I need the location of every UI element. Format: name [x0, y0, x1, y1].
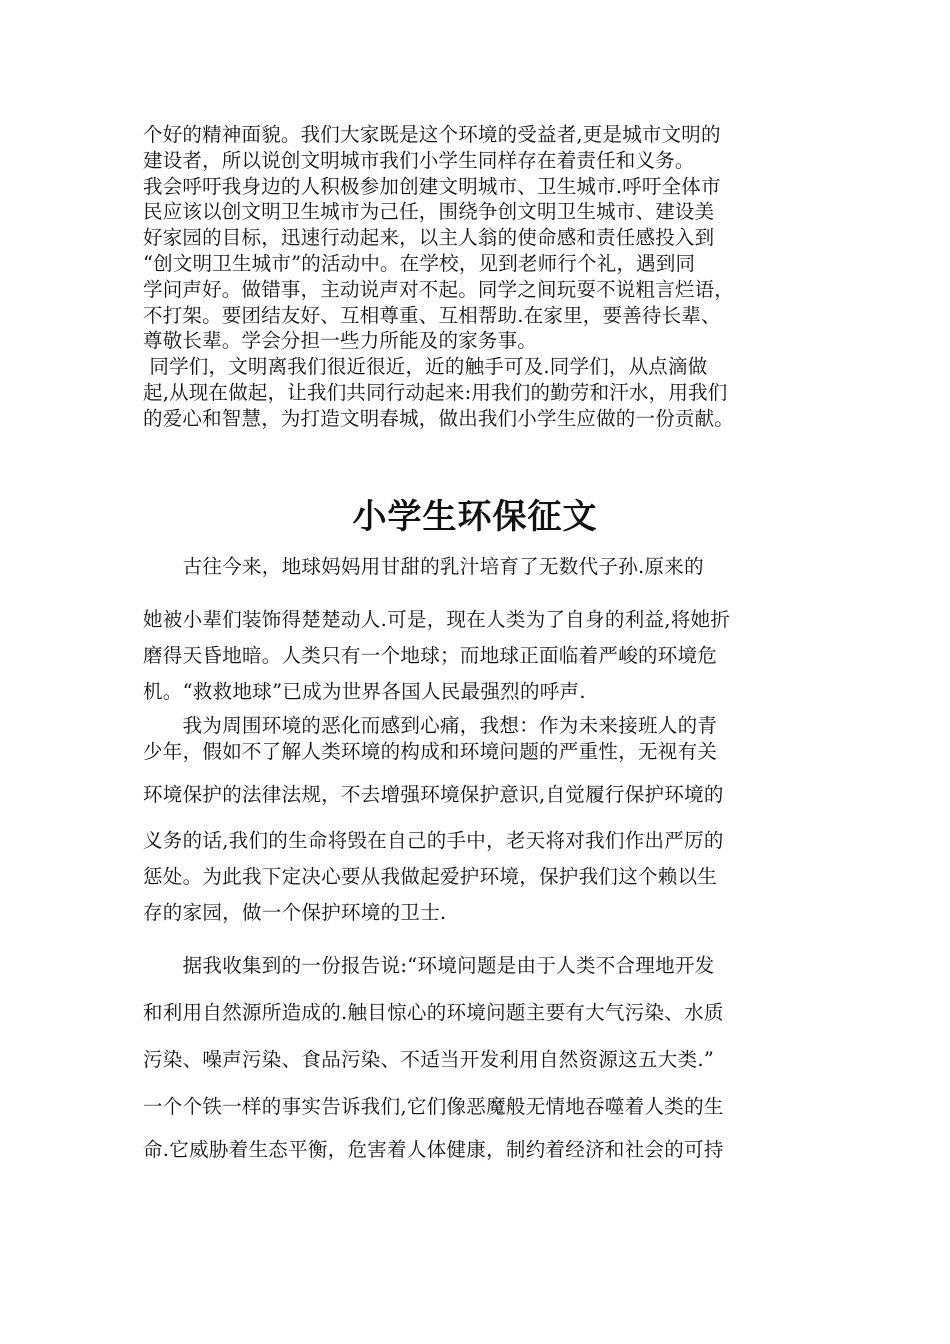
- text-line: 少年，假如不了解人类环境的构成和环境问题的严重性，无视有关: [143, 740, 718, 763]
- text-line: 据我收集到的一份报告说:“环境问题是由于人类不合理地开发: [143, 954, 715, 977]
- text-line: 一个个铁一样的事实告诉我们,它们像恶魔般无情地吞噬着人类的生: [143, 1095, 724, 1118]
- text-line: 我为周围环境的恶化而感到心痛，我想：作为未来接班人的青: [143, 714, 718, 737]
- text-line: 个好的精神面貌。我们大家既是这个环境的受益者,更是城市文明的: [143, 123, 721, 146]
- text-line: 命.它威胁着生态平衡，危害着人体健康，制约着经济和社会的可持: [143, 1138, 724, 1161]
- text-line: 义务的话,我们的生命将毁在自己的手中，老天将对我们作出严厉的: [143, 829, 724, 852]
- text-line: 和利用自然源所造成的.触目惊心的环境问题主要有大气污染、水质: [143, 1001, 724, 1024]
- text-line: 同学们，文明离我们很近很近，近的触手可及.同学们，从点滴做: [143, 355, 708, 379]
- text-line: 惩处。为此我下定决心要从我做起爱护环境，保护我们这个赖以生: [143, 865, 718, 888]
- text-line: 尊敬长辈。学会分担一些力所能及的家务事。: [143, 329, 538, 353]
- text-line: 建设者，所以说创文明城市我们小学生同样存在着责任和义务。: [143, 148, 695, 172]
- civilization-essay-ending: [143, 122, 823, 432]
- text-line: 民应该以创文明卫生城市为己任，围绕争创文明卫生城市、建设美: [143, 200, 715, 224]
- text-line: 磨得天昏地暗。人类只有一个地球；而地球正面临着严峻的环境危: [143, 644, 718, 667]
- text-line: 的爱心和智慧，为打造文明春城，做出我们小学生应做的一份贡献。: [143, 406, 735, 430]
- text-line: 古往今来，地球妈妈用甘甜的乳汁培育了无数代子孙.原来的: [143, 555, 704, 578]
- text-line: 她被小辈们装饰得楚楚动人.可是，现在人类为了自身的利益,将她折: [143, 608, 731, 631]
- essay-title: 小学生环保征文: [352, 497, 598, 537]
- text-line: “创文明卫生城市”的活动中。在学校，见到老师行个礼，遇到同: [143, 251, 696, 275]
- text-line: 我会呼吁我身边的人积极参加创建文明城市、卫生城市.呼吁全体市: [143, 174, 721, 198]
- text-line: 环境保护的法律法规，不去增强环境保护意识,自觉履行保护环境的: [143, 783, 724, 806]
- text-line: 污染、噪声污染、食品污染、不适当开发利用自然资源这五大类.”: [143, 1048, 715, 1071]
- text-line: 不打架。要团结友好、互相尊重、互相帮助.在家里，要善待长辈、: [143, 303, 721, 327]
- text-line: 学问声好。做错事，主动说声对不起。同学之间玩耍不说粗言烂语，: [143, 277, 735, 301]
- text-line: 机。“救救地球”已成为世界各国人民最强烈的呼声.: [143, 680, 586, 703]
- text-line: 存的家园，做一个保护环境的卫士.: [143, 901, 447, 924]
- text-line: 好家园的目标，迅速行动起来，以主人翁的使命感和责任感投入到: [143, 226, 715, 250]
- text-line: 起,从现在做起，让我们共同行动起来:用我们的勤劳和汗水，用我们: [143, 380, 728, 404]
